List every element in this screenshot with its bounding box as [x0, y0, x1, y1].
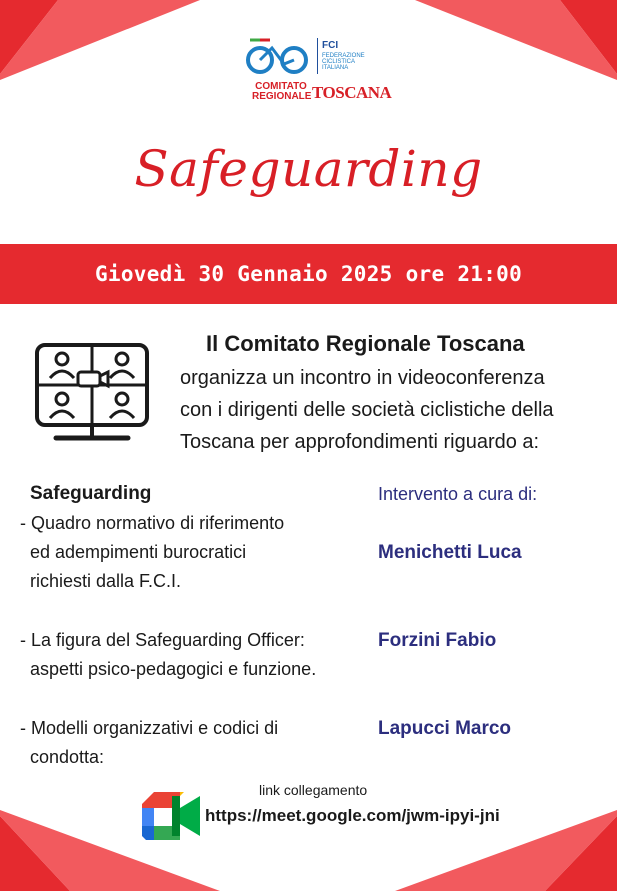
date-banner [0, 244, 617, 304]
agenda-line: richiesti dalla F.C.I. [20, 571, 182, 591]
logo-federation-text: FEDERAZIONE CICLISTICA ITALIANA [322, 53, 365, 71]
agenda-line: aspetti psico-pedagogici e funzione. [20, 659, 317, 679]
intro-title: Il Comitato Regionale Toscana [206, 331, 525, 356]
date-banner-text: Giovedì 30 Gennaio 2025 ore 21:00 [94, 262, 523, 286]
agenda-line: condotta: [20, 747, 105, 767]
logo-fci-text: FCI [322, 40, 339, 51]
speaker-name: Forzini Fabio [378, 630, 497, 651]
bicycle-logo-icon [244, 36, 314, 76]
agenda-line: - La figura del Safeguarding Officer: [20, 630, 305, 650]
intro-line: con i dirigenti delle società ciclistiche della [180, 399, 554, 421]
agenda-heading: Safeguarding [30, 483, 152, 504]
google-meet-icon [142, 792, 202, 840]
speaker-name: Lapucci Marco [378, 718, 512, 739]
logo-comitato-regionale: COMITATO REGIONALE [252, 81, 312, 102]
agenda-line: ed adempimenti burocratici [20, 542, 247, 562]
page-title: Safeguarding [134, 140, 483, 198]
speaker-name: Menichetti Luca [378, 542, 522, 563]
fci-logo [244, 36, 392, 108]
logo-toscana-text: TOSCANA [312, 83, 392, 102]
intro-line: organizza un incontro in videoconferenza [180, 367, 545, 389]
videoconference-icon [34, 342, 150, 442]
meeting-link[interactable]: https://meet.google.com/jwm-ipyi-jni [205, 806, 500, 825]
link-caption: link collegamento [259, 782, 368, 798]
speaker-caption: Intervento a cura di: [378, 484, 538, 504]
agenda-line: - Modelli organizzativi e codici di [20, 718, 279, 738]
intro-line: Toscana per approfondimenti riguardo a: [180, 431, 540, 453]
agenda-line: - Quadro normativo di riferimento [20, 513, 285, 533]
